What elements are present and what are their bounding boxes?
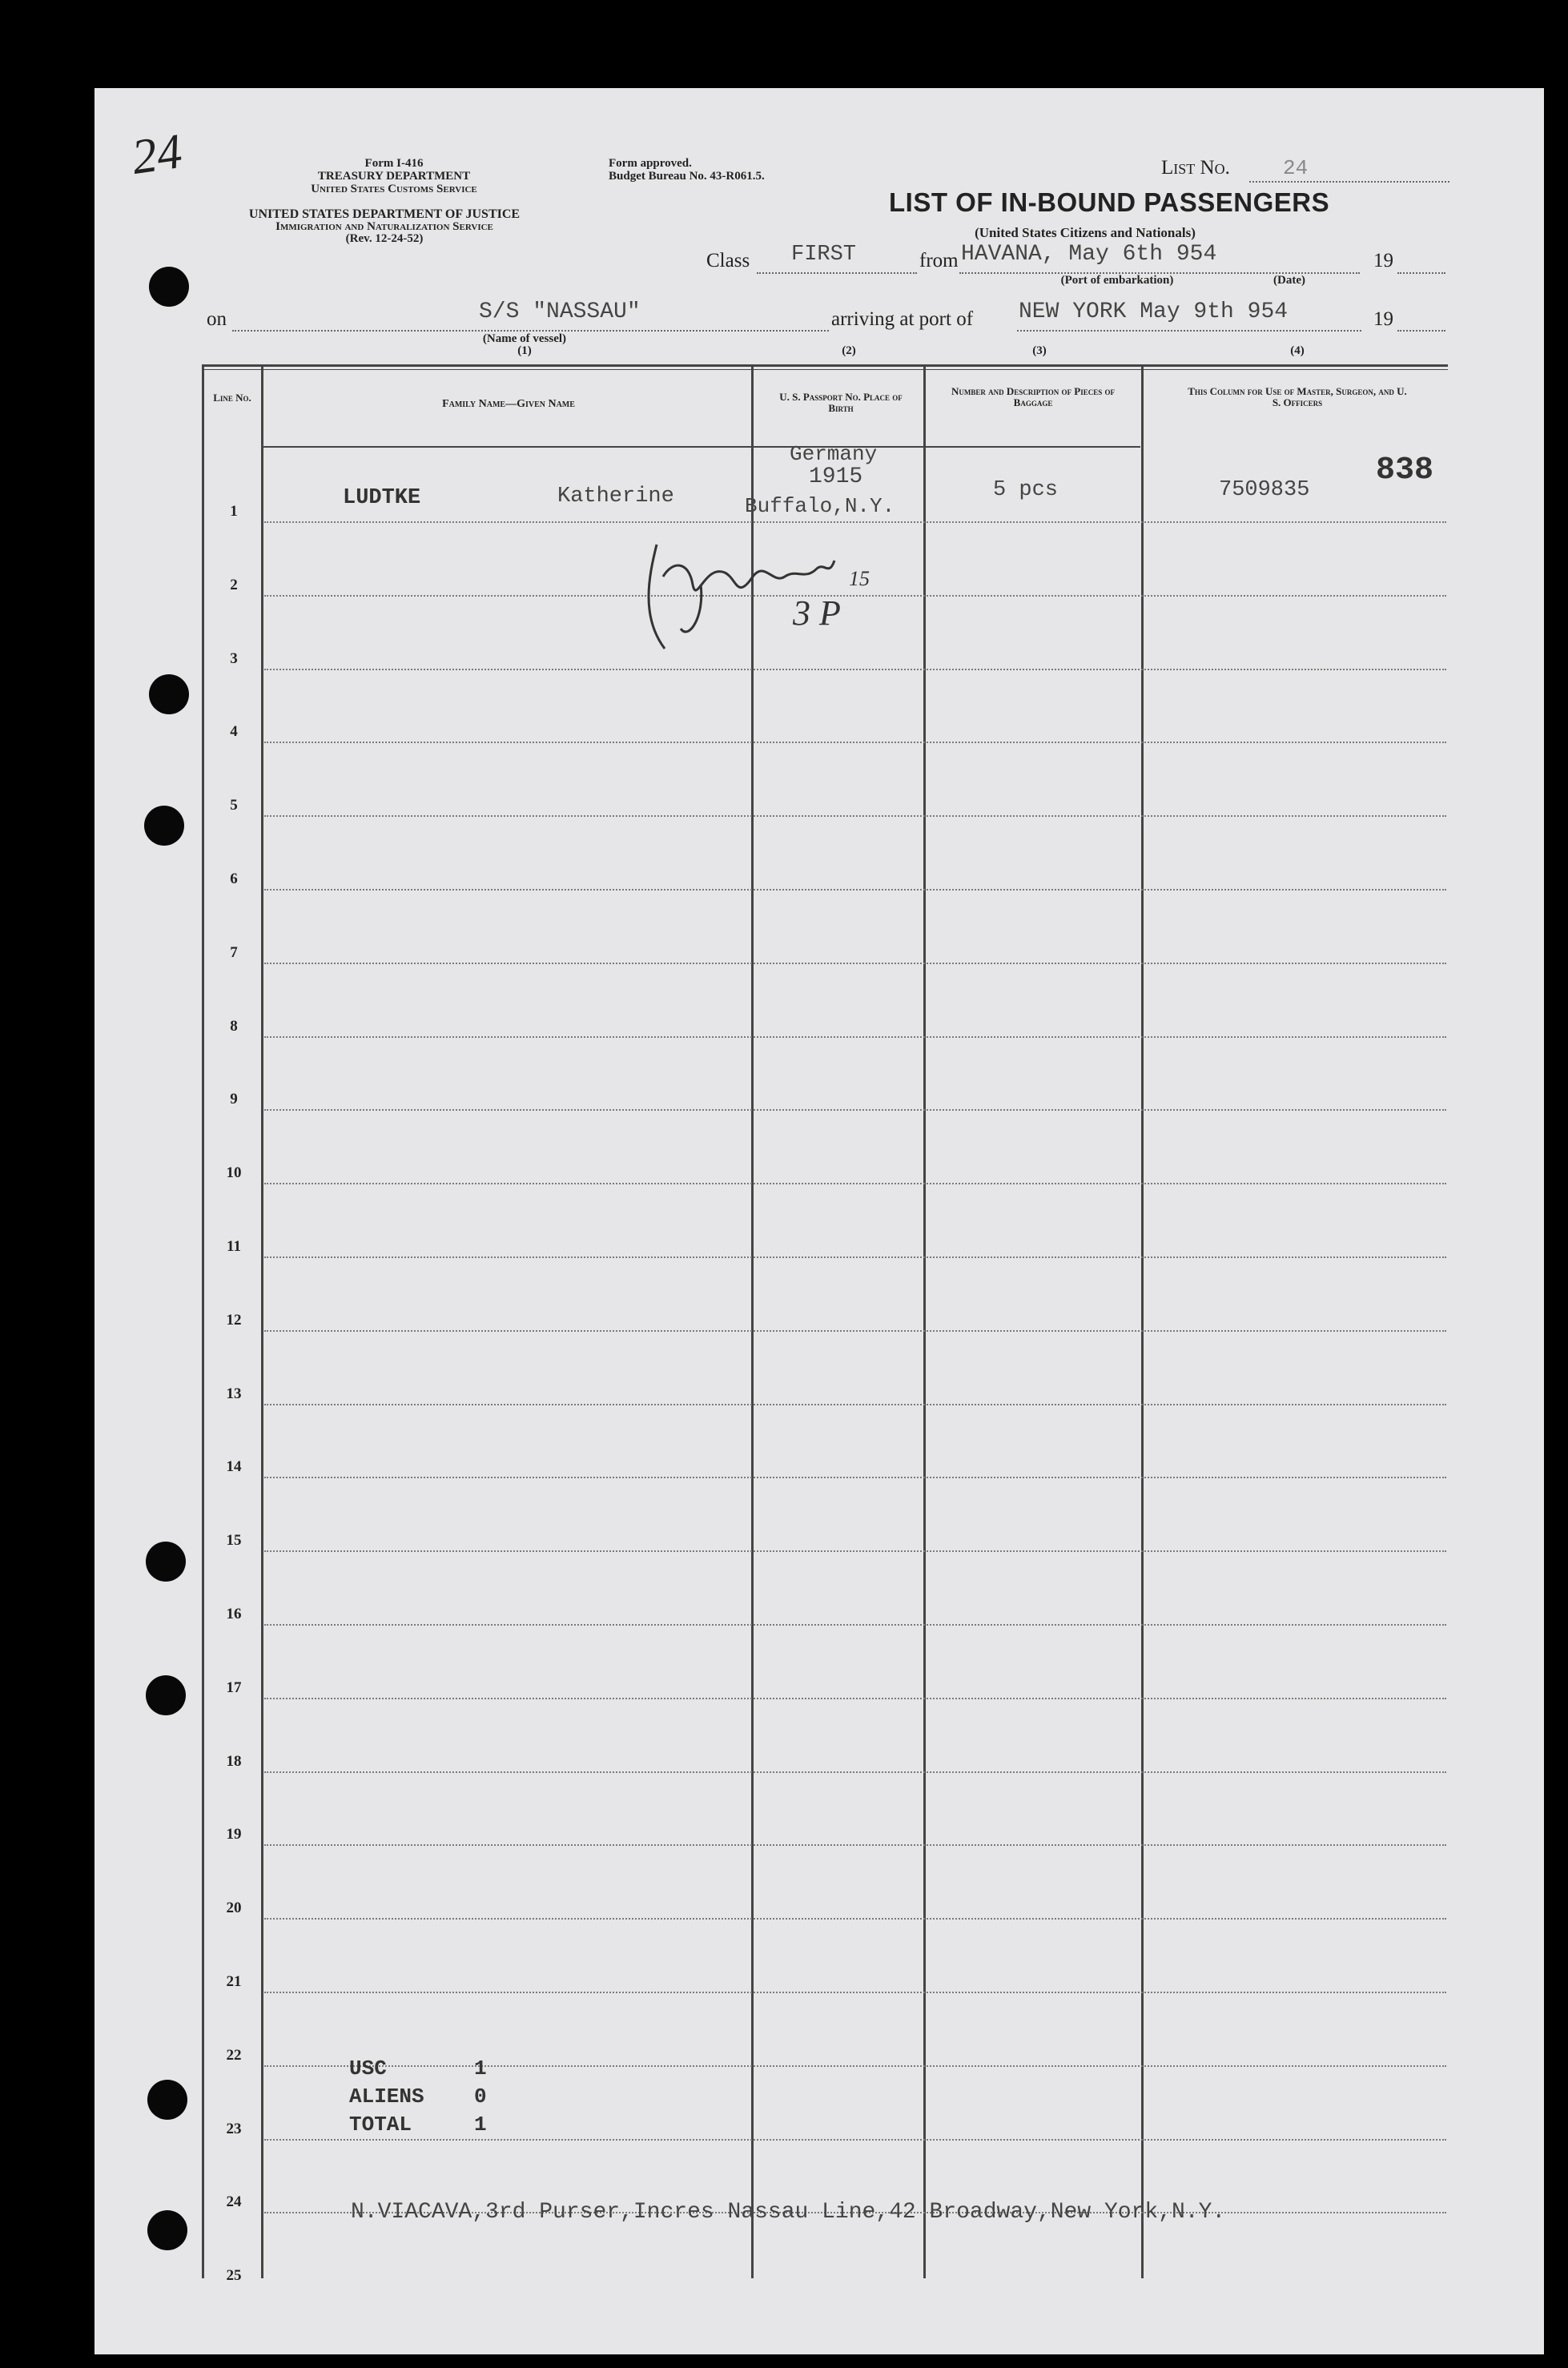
handwritten-annotation-num: 15 — [849, 567, 870, 590]
caption-3: (3) — [1032, 344, 1047, 357]
doj: UNITED STATES DEPARTMENT OF JUSTICE — [248, 207, 521, 221]
line-number: 10 — [226, 1164, 242, 1182]
line-number: 18 — [226, 1752, 242, 1770]
year-line-1 — [1397, 272, 1445, 274]
row-line — [264, 1550, 1446, 1552]
header-passport: U. S. Passport No. Place of Birth — [779, 391, 903, 414]
row1-family-name: LUDTKE — [343, 486, 421, 510]
form-approved: Form approved. — [609, 157, 692, 170]
usc-value: 1 — [474, 2056, 487, 2081]
form-title: LIST OF IN-BOUND PASSENGERS — [889, 187, 1330, 217]
form-number: Form I-416 — [364, 157, 424, 170]
row-line — [264, 1698, 1446, 1699]
header-bottom-rule — [261, 446, 1140, 448]
service: United States Customs Service — [311, 183, 477, 195]
row1-officer-number: 7509835 — [1219, 478, 1310, 502]
aliens-value: 0 — [474, 2085, 487, 2109]
list-no-line — [1249, 181, 1449, 183]
row-line — [264, 742, 1446, 743]
binder-hole — [147, 2210, 187, 2250]
ins: Immigration and Naturalization Service — [275, 220, 493, 233]
row-line — [264, 1256, 1446, 1258]
line-number: 15 — [226, 1532, 242, 1550]
line-number: 16 — [226, 1606, 242, 1622]
year-label-1: 19 — [1373, 250, 1393, 271]
row-line — [264, 1992, 1446, 1993]
row-line — [264, 1844, 1446, 1846]
row-line — [264, 669, 1446, 670]
row-line — [264, 1109, 1446, 1111]
total-value: 1 — [474, 2113, 487, 2137]
year-label-2: 19 — [1373, 308, 1393, 330]
col-divider-line — [261, 367, 263, 2278]
row-line — [264, 1036, 1446, 1038]
line-number: 6 — [230, 870, 238, 887]
class-label: Class — [706, 250, 750, 271]
line-number: 24 — [226, 2193, 242, 2211]
row-line — [264, 1404, 1446, 1405]
binder-hole — [144, 806, 184, 846]
line-number: 7 — [230, 943, 238, 961]
line-number: 12 — [226, 1311, 242, 1329]
line-number: 19 — [226, 1826, 242, 1843]
line-number: 8 — [230, 1017, 238, 1035]
row-line — [264, 521, 1446, 523]
table-top-rule — [202, 364, 1448, 367]
binder-hole — [146, 1542, 186, 1582]
line-number: 25 — [226, 2267, 242, 2285]
line-number: 21 — [226, 1973, 242, 1990]
binder-hole — [149, 674, 189, 714]
row1-birth-place: Buffalo,N.Y. — [745, 494, 895, 518]
line-number: 1 — [230, 503, 238, 520]
binder-hole — [149, 267, 189, 307]
line-number: 4 — [230, 723, 238, 741]
line-number: 22 — [226, 2046, 242, 2064]
handwritten-signature — [625, 529, 897, 657]
rev: (Rev. 12-24-52) — [345, 232, 424, 245]
department: TREASURY DEPARTMENT — [317, 170, 471, 183]
line-number: 13 — [226, 1385, 242, 1402]
header-line-no: Line No. — [213, 392, 251, 404]
line-number: 3 — [230, 649, 238, 667]
handwritten-annotation: 3 P — [793, 593, 841, 633]
caption-4: (4) — [1290, 344, 1305, 357]
line-number: 17 — [226, 1679, 242, 1696]
row-line — [264, 2065, 1446, 2067]
line-number: 9 — [230, 1091, 238, 1108]
row-line — [264, 1330, 1446, 1332]
table-top-rule-2 — [202, 369, 1448, 370]
aliens-label: ALIENS — [349, 2085, 424, 2109]
row-line — [264, 1771, 1446, 1773]
row1-baggage: 5 pcs — [993, 478, 1059, 502]
row-line — [264, 889, 1446, 891]
on-label: on — [207, 308, 227, 330]
header-officers: This Column for Use of Master, Surgeon, and U. S. Officers — [1188, 385, 1407, 408]
line-number: 14 — [226, 1458, 242, 1476]
class-value: FIRST — [791, 243, 857, 267]
purser-line: N.VIACAVA,3rd Purser,Incres Nassau Line,42 Broadway,New York,N.Y. — [351, 2200, 1226, 2225]
row1-stamp: 838 — [1376, 452, 1434, 488]
row-line — [264, 1183, 1446, 1184]
row1-birth-year: 1915 — [809, 464, 863, 489]
line-number: 20 — [226, 1900, 242, 1917]
port-embark-caption: (Port of embarkation) — [1060, 274, 1174, 287]
arrival-value: NEW YORK May 9th 954 — [1019, 300, 1289, 324]
header-baggage: Number and Description of Pieces of Baggage — [951, 385, 1115, 408]
caption-1: (1) — [517, 344, 532, 357]
row-line — [264, 815, 1446, 817]
corner-mark: 24 — [128, 124, 186, 185]
vessel-value: S/S "NASSAU" — [479, 300, 641, 324]
vessel-line — [232, 330, 829, 332]
arrival-line — [1017, 330, 1361, 332]
form-subtitle: (United States Citizens and Nationals) — [975, 225, 1196, 240]
date-caption: (Date) — [1273, 274, 1305, 287]
line-number: 11 — [227, 1238, 241, 1255]
row1-birth-country: Germany — [790, 442, 878, 466]
list-no-value: 24 — [1283, 156, 1309, 180]
total-label: TOTAL — [349, 2113, 412, 2137]
row-line — [264, 1477, 1446, 1478]
line-number: 5 — [230, 797, 238, 814]
binder-hole — [147, 2080, 187, 2120]
from-label: from — [919, 250, 959, 271]
row-line — [264, 1624, 1446, 1626]
year-line-2 — [1397, 330, 1445, 332]
budget-bureau: Budget Bureau No. 43-R061.5. — [609, 170, 765, 183]
row-line — [264, 963, 1446, 964]
binder-hole — [146, 1675, 186, 1715]
arriving-label: arriving at port of — [831, 308, 974, 330]
usc-label: USC — [349, 2056, 387, 2081]
form-sheet — [94, 88, 1544, 2354]
class-line — [757, 272, 917, 274]
caption-2: (2) — [842, 344, 856, 357]
header-name: Family Name—Given Name — [442, 398, 575, 410]
row-line — [264, 1918, 1446, 1920]
list-no-label: List No. — [1161, 157, 1230, 179]
line-number: 2 — [230, 576, 238, 593]
from-value: HAVANA, May 6th 954 — [961, 242, 1217, 267]
table-left-border — [202, 367, 204, 2278]
line-number: 23 — [226, 2120, 242, 2137]
row-line — [264, 2139, 1446, 2141]
row1-given-name: Katherine — [557, 484, 674, 509]
vessel-caption: (Name of vessel) — [482, 332, 567, 345]
